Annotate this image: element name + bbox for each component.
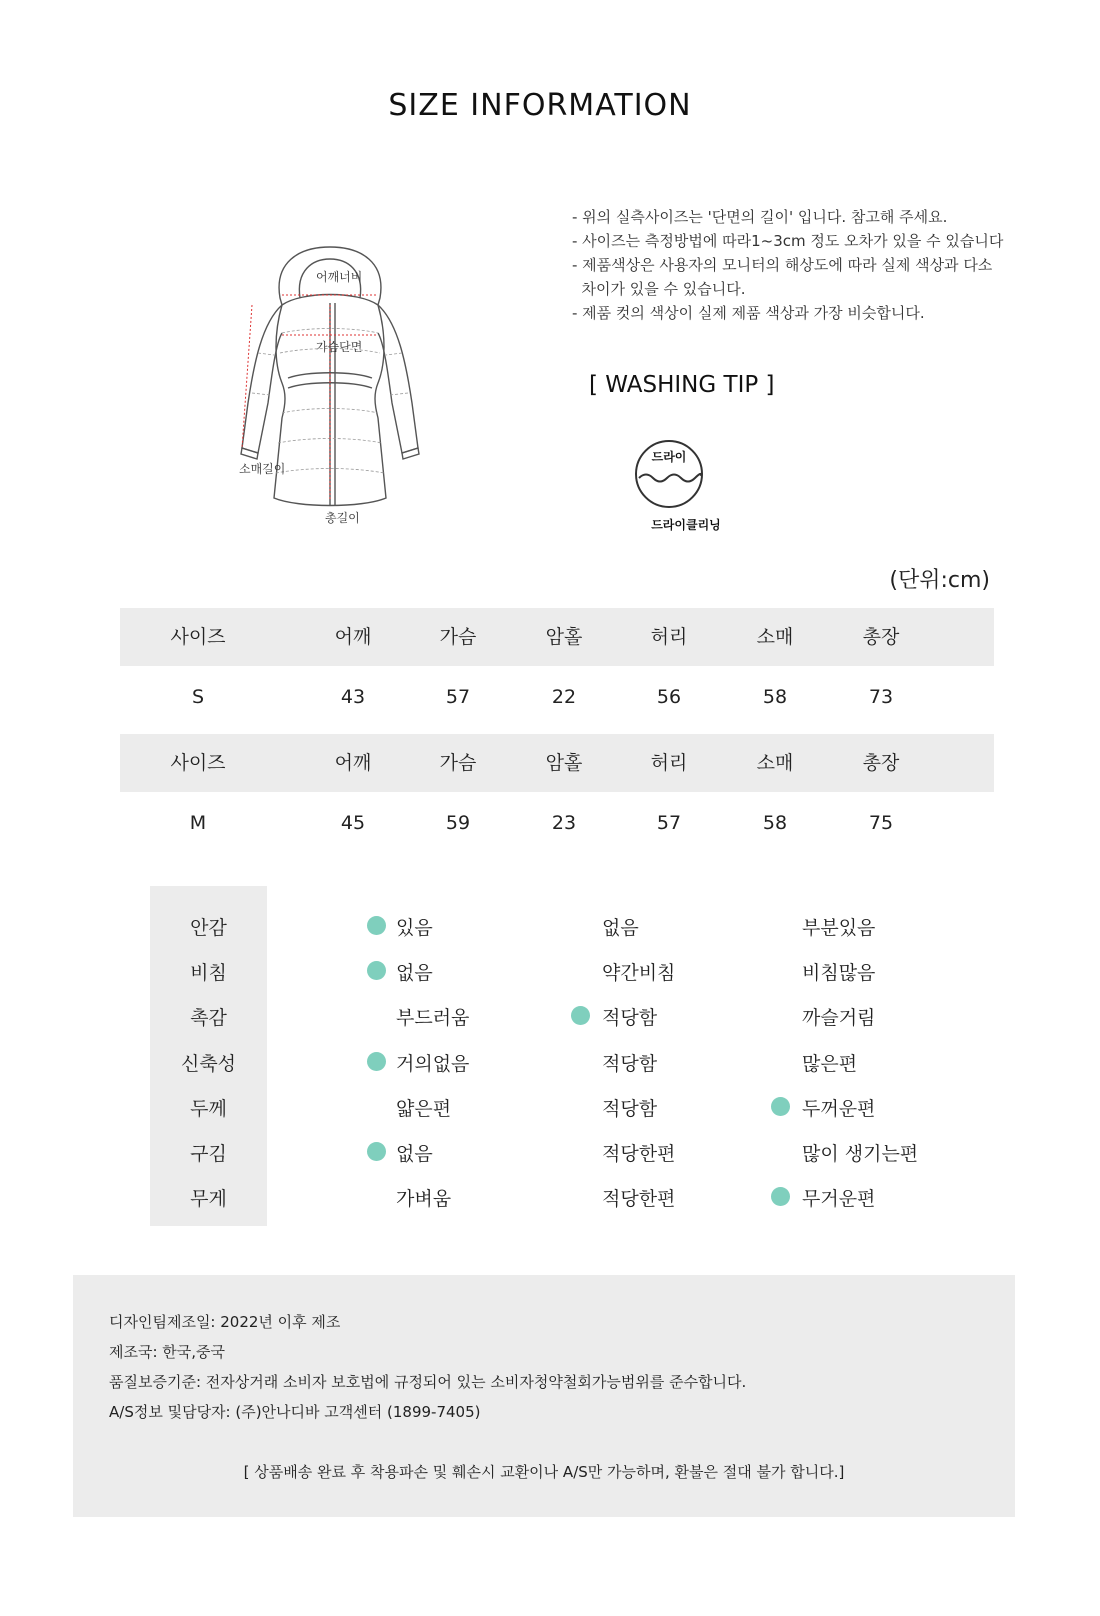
header-cell: 사이즈 xyxy=(170,752,226,774)
value-cell: 43 xyxy=(340,686,366,708)
value-cell: 58 xyxy=(762,812,788,834)
feature-option: 까슬거림 xyxy=(802,1007,876,1029)
note-line: 차이가 있을 수 있습니다. xyxy=(572,280,746,298)
size-cell: S xyxy=(191,686,205,708)
note-line: - 위의 실측사이즈는 '단면의 길이' 입니다. 참고해 주세요. xyxy=(572,208,948,226)
header-cell: 암홀 xyxy=(545,752,583,774)
feature-option: 없음 xyxy=(602,917,639,939)
size-table-header xyxy=(120,608,994,666)
value-cell: 73 xyxy=(868,686,894,708)
header-cell: 소매 xyxy=(756,752,794,774)
header-cell: 허리 xyxy=(650,626,688,648)
feature-option: 부분있음 xyxy=(802,917,876,939)
selected-dot-icon xyxy=(571,1006,590,1025)
size-table-header xyxy=(120,734,994,792)
feature-label: 안감 xyxy=(190,917,227,939)
feature-label: 두께 xyxy=(190,1098,227,1120)
feature-option: 없음 xyxy=(396,1143,433,1165)
feature-label: 비침 xyxy=(190,962,227,984)
info-line: 제조국: 한국,중국 xyxy=(109,1343,226,1361)
selected-dot-icon xyxy=(771,1097,790,1116)
feature-option: 적당한편 xyxy=(602,1143,676,1165)
selected-dot-icon xyxy=(367,1142,386,1161)
header-cell: 사이즈 xyxy=(170,626,226,648)
info-line: A/S정보 및담당자: (주)안나디바 고객센터 (1899-7405) xyxy=(109,1403,481,1421)
value-cell: 57 xyxy=(445,686,471,708)
washing-caption: 드라이클리닝 xyxy=(651,518,721,532)
feature-option: 많이 생기는편 xyxy=(802,1143,919,1165)
feature-option: 적당함 xyxy=(602,1053,658,1075)
selected-dot-icon xyxy=(367,961,386,980)
feature-option: 거의없음 xyxy=(396,1053,470,1075)
table-row xyxy=(120,668,994,726)
info-line: 품질보증기준: 전자상거래 소비자 보호법에 규정되어 있는 소비자청약철회가능범위를 준수합니다. xyxy=(109,1373,747,1391)
value-cell: 58 xyxy=(762,686,788,708)
note-line: - 제품색상은 사용자의 모니터의 해상도에 따라 실제 색상과 다소 xyxy=(572,256,993,274)
value-cell: 23 xyxy=(551,812,577,834)
header-cell: 총장 xyxy=(862,626,900,648)
feature-option: 비침많음 xyxy=(802,962,876,984)
feature-option: 무거운편 xyxy=(802,1188,876,1210)
diagram-label-length: 총길이 xyxy=(325,511,360,525)
diagram-label-shoulder: 어깨너비 xyxy=(316,270,363,284)
value-cell: 22 xyxy=(551,686,577,708)
page-title: SIZE INFORMATION xyxy=(388,88,692,123)
coat-diagram xyxy=(238,243,438,533)
value-cell: 59 xyxy=(445,812,471,834)
washing-tip-title: [ WASHING TIP ] xyxy=(589,372,775,398)
feature-option: 얇은편 xyxy=(396,1098,452,1120)
info-line: 디자인팀제조일: 2022년 이후 제조 xyxy=(109,1313,341,1331)
value-cell: 57 xyxy=(656,812,682,834)
header-cell: 허리 xyxy=(650,752,688,774)
header-cell: 암홀 xyxy=(545,626,583,648)
refund-notice: [ 상품배송 완료 후 착용파손 및 훼손시 교환이나 A/S만 가능하며, 환불은 절대 불가 합니다.] xyxy=(243,1463,845,1481)
unit-label: (단위:cm) xyxy=(889,568,990,593)
size-cell: M xyxy=(189,812,207,834)
header-cell: 어깨 xyxy=(334,626,372,648)
diagram-label-sleeve: 소매길이 xyxy=(239,462,286,476)
table-row xyxy=(120,794,994,852)
header-cell: 어깨 xyxy=(334,752,372,774)
feature-option: 부드러움 xyxy=(396,1007,470,1029)
selected-dot-icon xyxy=(367,1052,386,1071)
feature-option: 적당함 xyxy=(602,1007,658,1029)
feature-option: 적당함 xyxy=(602,1098,658,1120)
header-cell: 총장 xyxy=(862,752,900,774)
selected-dot-icon xyxy=(367,916,386,935)
feature-label: 무게 xyxy=(190,1188,227,1210)
feature-label: 촉감 xyxy=(190,1007,227,1029)
feature-option: 약간비침 xyxy=(602,962,676,984)
feature-option: 가벼움 xyxy=(396,1188,452,1210)
value-cell: 75 xyxy=(868,812,894,834)
feature-option: 많은편 xyxy=(802,1053,858,1075)
feature-option: 두꺼운편 xyxy=(802,1098,876,1120)
feature-option: 적당한편 xyxy=(602,1188,676,1210)
dry-icon-label: 드라이 xyxy=(651,450,687,464)
note-line: - 사이즈는 측정방법에 따라1~3cm 정도 오차가 있을 수 있습니다 xyxy=(572,232,1004,250)
header-cell: 가슴 xyxy=(439,752,477,774)
selected-dot-icon xyxy=(771,1187,790,1206)
value-cell: 56 xyxy=(656,686,682,708)
feature-option: 없음 xyxy=(396,962,433,984)
feature-label: 구김 xyxy=(190,1143,227,1165)
header-cell: 소매 xyxy=(756,626,794,648)
header-cell: 가슴 xyxy=(439,626,477,648)
feature-label: 신축성 xyxy=(180,1053,237,1075)
note-line: - 제품 컷의 색상이 실제 제품 색상과 가장 비슷합니다. xyxy=(572,304,925,322)
size-notes xyxy=(572,205,1092,325)
feature-option: 있음 xyxy=(396,917,433,939)
diagram-label-chest: 가슴단면 xyxy=(316,340,363,354)
value-cell: 45 xyxy=(340,812,366,834)
